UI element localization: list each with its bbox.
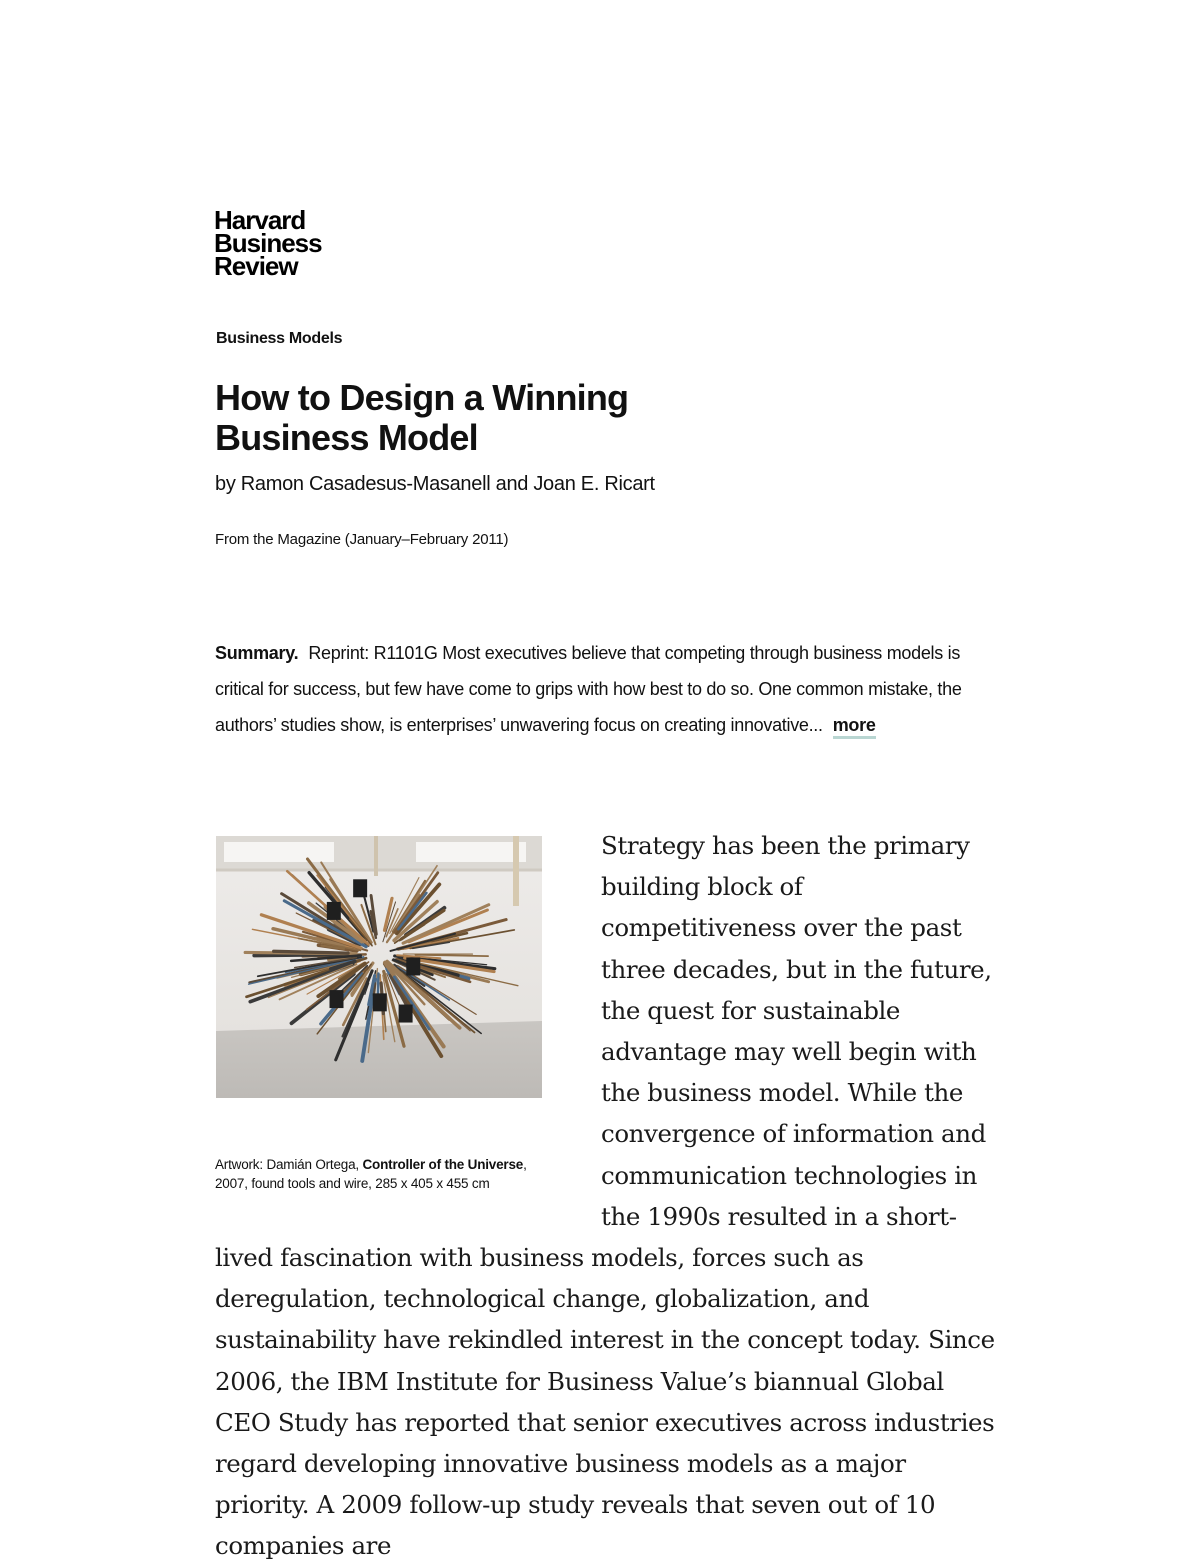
- caption-prefix: Artwork: Damián Ortega,: [215, 1157, 363, 1172]
- logo-line-3: Review: [214, 255, 322, 278]
- summary-block: [215, 635, 985, 743]
- article-body: [215, 825, 995, 1567]
- topic-link[interactable]: Business Models: [216, 330, 342, 348]
- article-title: [215, 378, 775, 458]
- logo-line-1: Harvard: [214, 209, 322, 232]
- issue-info: From the Magazine (January–February 2011): [215, 531, 508, 548]
- summary-label: Summary.: [215, 643, 298, 663]
- title-line-2: Business Model: [215, 417, 478, 458]
- caption-title: Controller of the Universe: [363, 1157, 524, 1172]
- logo-line-2: Business: [214, 232, 322, 255]
- summary-text: Reprint: R1101G Most executives believe that competing through business models is critical for success, but few have come to grips with how best to do so. One common mistake, the authors’ studies show, is enterprises’ unwavering focus on creating innovative...: [215, 643, 962, 735]
- byline: by Ramon Casadesus-Masanell and Joan E. Ricart: [215, 473, 655, 496]
- body-paragraph: Strategy has been the primary building block of competitiveness over the past three decades, but in the future, the quest for sustainable advantage may well begin with the business model. While the convergence of information and communication technologies in the 1990s resulted in a short-lived fascination with business models, forces such as deregulation, technological change, globalization, and sustainability have rekindled interest in the concept today. Since 2006, the IBM Institute for Business Value’s biannual Global CEO Study has reported that senior executives across industries regard developing innovative business models as a major priority. A 2009 follow-up study reveals that seven out of 10 companies are: [215, 831, 995, 1560]
- hbr-logo[interactable]: [214, 209, 322, 278]
- title-line-1: How to Design a Winning: [215, 377, 628, 418]
- summary-more-link[interactable]: more: [833, 715, 876, 739]
- image-float-spacer: [215, 825, 601, 1237]
- caption-suffix: , 2007, found tools and wire, 285 x 405 x 455 cm: [215, 1157, 527, 1191]
